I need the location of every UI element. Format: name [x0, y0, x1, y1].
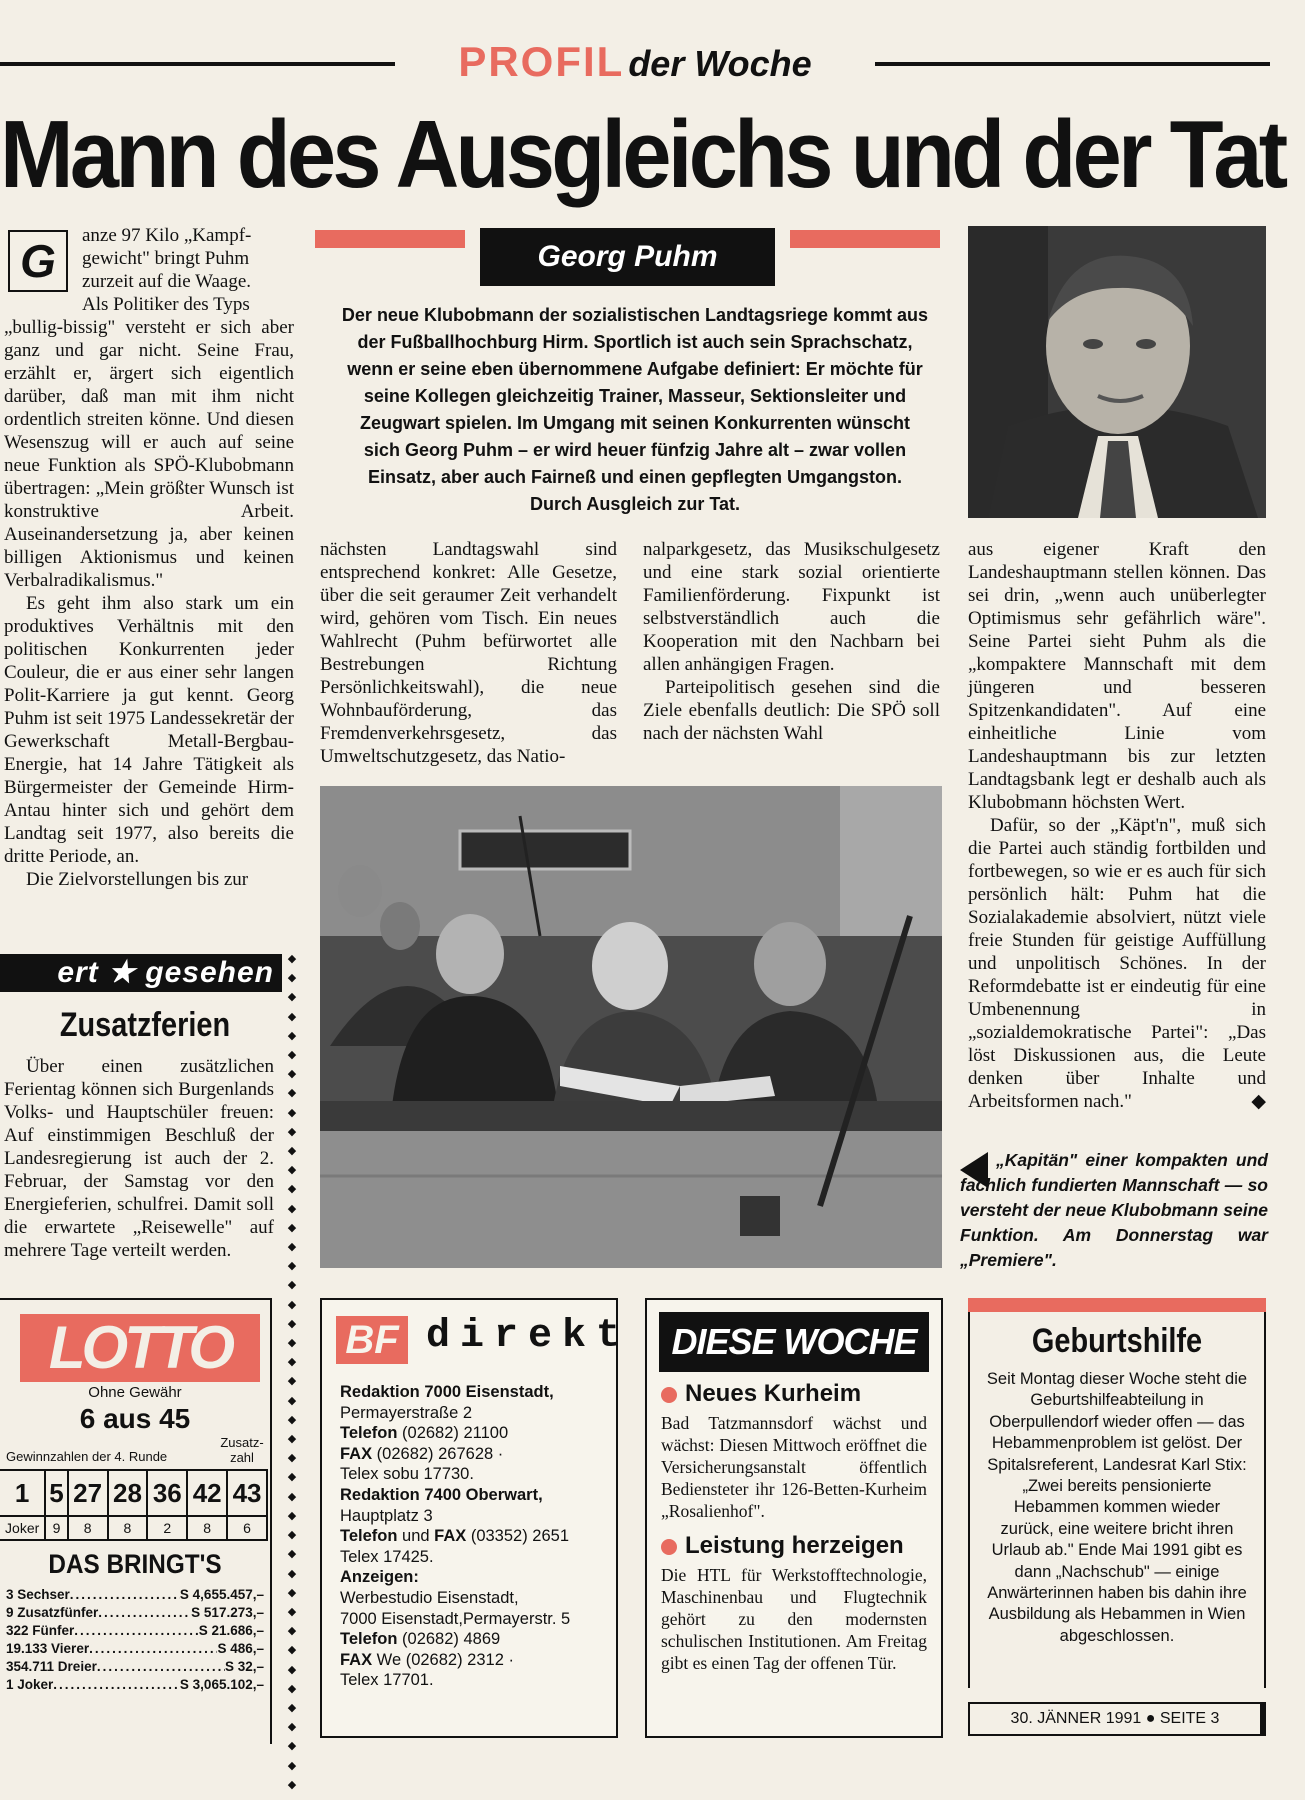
geburtshilfe-red-bar	[968, 1298, 1266, 1312]
joker-digit: 8	[187, 1516, 227, 1540]
geburtshilfe-title: Geburtshilfe	[1031, 1322, 1203, 1360]
article-lead: Der neue Klubobmann der sozialistischen Landtagsriege kommt aus der Fußballhochburg Hirm. Sportlich ist auch sein Sprachschatz, wenn er seine eben übernommene Aufgabe definiert: Er möchte für seine Kollegen gleichzeitig Trainer, Masseur, Sektionsleiter und Zeugwart spielen. Im Umgang mit seinen Konkurrenten wünscht sich Georg Puhm – er wird heuer fünfzig Jahre alt – zwar vollen Einsatz, aber auch Fairneß und einen gepflegten Umgangston. Durch Ausgleich zur Tat.	[341, 305, 929, 514]
joker-digit: 2	[147, 1516, 187, 1540]
bf-header	[322, 1300, 631, 1372]
payout-label: 1 Joker	[6, 1677, 54, 1692]
page-footer	[968, 1702, 1266, 1736]
lotto-logo: LOTTO	[20, 1314, 260, 1382]
joker-row	[0, 1516, 267, 1540]
geburtshilfe-box	[968, 1298, 1266, 1688]
joker-label: Joker	[0, 1516, 45, 1540]
diamond-border: ◆ ◆ ◆ ◆ ◆ ◆ ◆ ◆ ◆ ◆ ◆ ◆ ◆ ◆ ◆ ◆ ◆ ◆ ◆ ◆ ◆ ◆ ◆ ◆ ◆ ◆ ◆ ◆ ◆ ◆ ◆ ◆ ◆ ◆ ◆ ◆ ◆ ◆ ◆ ◆ ◆ ◆ ◆ ◆	[287, 953, 297, 1791]
article-col4	[968, 538, 1266, 1113]
zusatz-label: Zusatz-zahl	[220, 1435, 264, 1465]
payout-amount: S 21.686,–	[198, 1623, 264, 1638]
lotto-box	[0, 1298, 272, 1744]
red-bar-right	[790, 230, 940, 248]
contact-line: Redaktion 7000 Eisenstadt,	[340, 1383, 554, 1401]
contact-line: FAX We (02682) 2312 ·	[340, 1650, 514, 1669]
lotto-numbers-table	[0, 1469, 268, 1541]
dropcap: G	[8, 230, 68, 292]
red-bar-left	[315, 230, 465, 248]
bullet-dot-icon	[661, 1539, 677, 1555]
bf-contacts	[322, 1372, 616, 1691]
lotto-number: 5	[45, 1470, 67, 1516]
payout-label: 354.711 Dreier	[6, 1659, 97, 1674]
bullet-dot-icon	[661, 1387, 677, 1403]
article-paragraph: Parteipolitisch gesehen sind die Ziele ebenfalls deutlich: Die SPÖ soll nach der nächsten Wahl	[643, 677, 940, 744]
contact-line: Hauptplatz 3	[340, 1506, 433, 1525]
headline: Mann des Ausgleichs und der Tat	[0, 101, 1285, 208]
gesehen-title: Zusatzferien	[59, 1006, 231, 1044]
kicker-der-woche: der Woche	[628, 43, 812, 84]
bf-direkt-box	[320, 1298, 631, 1738]
caption-text: „Kapitän" einer kompakten und fachlich fundierten Mannschaft — so versteht der neue Klubobmann seine Funktion. Am Donnerstag war „Premiere".	[960, 1150, 1268, 1270]
article-col3	[643, 538, 940, 745]
issue-date: 30. JÄNNER 1991	[1010, 1710, 1142, 1727]
payout-row	[6, 1676, 264, 1694]
diese-woche-box	[645, 1298, 943, 1738]
bf-logo: BF	[336, 1316, 408, 1364]
contact-line: Permayerstraße 2	[340, 1403, 473, 1422]
payout-row	[6, 1622, 264, 1640]
payout-row	[6, 1604, 264, 1622]
joker-digit: 8	[108, 1516, 148, 1540]
winning-numbers-row	[0, 1470, 267, 1516]
contact-line: Anzeigen:	[340, 1568, 419, 1587]
contact-line: Telefon (02682) 21100	[340, 1424, 509, 1443]
text-line: Als Politiker des Typs	[82, 294, 250, 315]
joker-digit: 6	[227, 1516, 267, 1540]
article-col1-top	[82, 224, 294, 316]
contact-line: Telefon (02682) 4869	[340, 1630, 501, 1649]
text-line: gewicht" bringt Puhm	[82, 248, 250, 269]
text-line: zurzeit auf die Waage.	[82, 271, 252, 292]
bringt-title: DAS BRINGT'S	[48, 1549, 222, 1579]
diese-woche-items	[647, 1372, 941, 1674]
portrait-photo	[968, 226, 1266, 518]
payout-list	[6, 1586, 264, 1694]
gesehen-paragraph: Über einen zusätzlichen Ferientag können sich Burgenlands Volks- und Hauptschüler freuen: Auf einstimmigen Beschluß der Landesregierung ist auch der 2. Februar, der Samstag vor den Energieferien, schulfrei. Damit soll die erwartete „Reisewelle" auf mehrere Tage verteilt werden.	[4, 1056, 274, 1261]
payout-label: 19.133 Vierer	[6, 1641, 90, 1656]
article-paragraph-text: Dafür, so der „Käpt'n", muß sich die Partei auch ständig fortbilden und fortbewegen, so wie er es auch für sich persönlich hält: Puhm hat die Sozialakademie absolviert, nützt viele freie Stunden für geistige Auffüllung und unpolitisch Schönes. In der Reformdebatte ist er eindeutig für eine Umbenennung in „sozialdemokratische Partei": „Das löst Diskussionen aus, die Leute denken über Inhalte und Arbeitsformen nach."	[968, 815, 1266, 1112]
person-name-box: Georg Puhm	[480, 228, 775, 286]
lotto-number: 1	[0, 1470, 45, 1516]
page-number: SEITE 3	[1159, 1710, 1220, 1727]
article-col1	[4, 316, 294, 891]
joker-digit: 8	[68, 1516, 108, 1540]
article-paragraph: Die Zielvorstellungen bis zur	[26, 869, 249, 890]
kicker-rule-left	[0, 62, 395, 66]
article-paragraph	[968, 814, 1266, 1113]
contact-line: Werbestudio Eisenstadt,	[340, 1588, 519, 1607]
payout-amount: S 4,655.457,–	[179, 1587, 264, 1602]
lotto-number: 27	[68, 1470, 108, 1516]
diese-woche-title: DIESE WOCHE	[659, 1312, 929, 1372]
contact-line: Telex 17425.	[340, 1547, 434, 1566]
payout-label: 3 Sechser	[6, 1587, 70, 1602]
payout-amount: S 32,–	[224, 1659, 264, 1674]
lotto-number: 36	[147, 1470, 187, 1516]
news-item-head: Leistung herzeigen	[661, 1532, 927, 1560]
lotto-disclaimer: Ohne Gewähr	[88, 1384, 182, 1401]
end-mark: ◆	[1251, 1091, 1266, 1112]
news-item-text: Bad Tatzmannsdorf wächst und wächst: Diesen Mittwoch eröffnet die Versicherungsanstalt öffentlich Bediensteter ihr 126-Betten-Kurheim „Rosalienhof".	[661, 1413, 927, 1521]
section-kicker	[400, 38, 870, 86]
kicker-profil: PROFIL	[458, 38, 625, 85]
article-paragraph: nalparkgesetz, das Musikschulgesetz und eine stark sozial orientierte Familienförderung. Fixpunkt ist selbstverständlich auch die Kooperation mit den Nachbarn bei allen anhängigen Fragen.	[643, 539, 940, 675]
lotto-game: 6 aus 45	[79, 1403, 191, 1434]
lotto-number: 42	[187, 1470, 227, 1516]
payout-row	[6, 1586, 264, 1604]
joker-digit: 9	[45, 1516, 67, 1540]
lotto-number: 28	[108, 1470, 148, 1516]
payout-amount: S 3,065.102,–	[179, 1677, 264, 1692]
text-line: anze 97 Kilo „Kampf-	[82, 225, 252, 246]
contact-line: Telex 17701.	[340, 1671, 434, 1690]
article-paragraph: aus eigener Kraft den Landeshauptmann stellen können. Das sei drin, „wenn auch unüberlegter Optimismus sehr gefährlich wäre". Seine Partei sieht Puhm als die „kompaktere Mannschaft mit dem jüngeren und besseren Spitzenkandidaten". Auf eine einheitliche Linie vom Landeshauptmann bis zur letzten Landtagsbank legt er deshalb auch als Klubobmann höchsten Wert.	[968, 539, 1266, 813]
gesehen-text	[4, 1055, 274, 1262]
payout-row	[6, 1640, 264, 1658]
article-paragraph: Es geht ihm also stark um ein produktives Verhältnis mit den politischen Konkurrenten jeder Couleur, die er aus einer sehr langen Polit-Karriere ja gut kennt. Georg Puhm ist seit 1975 Landessekretär der Gewerkschaft Metall-Bergbau-Energie, hat 14 Jahre Tätigkeit als Bürgermeister der Gemeinde Hirm-Antau hinter sich und gehört dem Landtag seit 1977, also bereits die dritte Periode, an.	[4, 593, 294, 867]
article-paragraph: nächsten Landtagswahl sind entsprechend konkret: Alle Gesetze, über die seit geraumer Zeit verhandelt wird, gehören vom Tisch. Ein neues Wahlrecht (Puhm befürwortet alle Bestrebungen Richtung Persönlichkeitswahl), die neue Wohnbauförderung, das Fremdenverkehrsgesetz, das Umweltschutzgesetz, das Natio-	[320, 539, 617, 767]
bf-direkt-word: direkt	[426, 1314, 631, 1359]
contact-line: Redaktion 7400 Oberwart,	[340, 1485, 543, 1504]
footer-separator: ●	[1145, 1710, 1156, 1727]
payout-label: 322 Fünfer	[6, 1623, 75, 1638]
article-paragraph: „bullig-bissig" versteht er sich aber ganz und gar nicht. Seine Frau, erzählt er, ärgert sich eigentlich darüber, daß man mit ihm nicht ordentlich streiten könne. Und diesen Wesenszug will er auch auf seine neue Funktion als SPÖ-Klubobmann übertragen: „Mein größter Wunsch ist konstruktive Arbeit. Auseinandersetzung ja, aber keinen billigen Aktionismus und keinen Verbalradikalismus."	[4, 317, 294, 591]
contact-line: Telefon und FAX (03352) 2651	[340, 1527, 569, 1546]
news-item-head: Neues Kurheim	[661, 1380, 927, 1408]
article-col2	[320, 538, 617, 768]
news-item-text: Die HTL für Werkstofftechnologie, Maschinenbau und Flugtechnik gehört zu den modernsten schulischen Institutionen. Am Freitag gibt es einen Tag der offenen Tür.	[661, 1565, 927, 1673]
payout-amount: S 486,–	[217, 1641, 264, 1656]
kicker-rule-right	[875, 62, 1270, 66]
meeting-image	[320, 786, 942, 1268]
contact-line: Telex sobu 17730.	[340, 1465, 474, 1484]
contact-line: 7000 Eisenstadt,Permayerstr. 5	[340, 1609, 571, 1628]
lotto-labels	[0, 1435, 270, 1469]
contact-line: FAX (02682) 267628 ·	[340, 1444, 504, 1463]
payout-label: 9 Zusatzfünfer	[6, 1605, 99, 1620]
portrait-image	[968, 226, 1266, 518]
photo-caption	[960, 1148, 1268, 1273]
round-label: Gewinnzahlen der 4. Runde	[6, 1449, 168, 1464]
meeting-photo	[320, 786, 942, 1268]
lotto-zusatzzahl: 43	[227, 1470, 267, 1516]
payout-amount: S 517.273,–	[191, 1605, 264, 1620]
geburtshilfe-text: Seit Montag dieser Woche steht die Geburtshilfeabteilung in Oberpullendorf wieder offen — das Hebammenproblem ist gelöst. Der Spitalsreferent, Landesrat Karl Stix: „Zwei bereits pensionierte Hebammen kommen wieder zurück, eine weitere bricht ihren Urlaub ab." Ende Mai 1991 gibt es dann „Nachschub" — einige Anwärterinnen haben bis dahin ihre Ausbildung als Hebammen in Wien abgeschlossen.	[986, 1370, 1248, 1645]
gesehen-banner: ert ★ gesehen	[0, 954, 282, 992]
payout-row	[6, 1658, 264, 1676]
